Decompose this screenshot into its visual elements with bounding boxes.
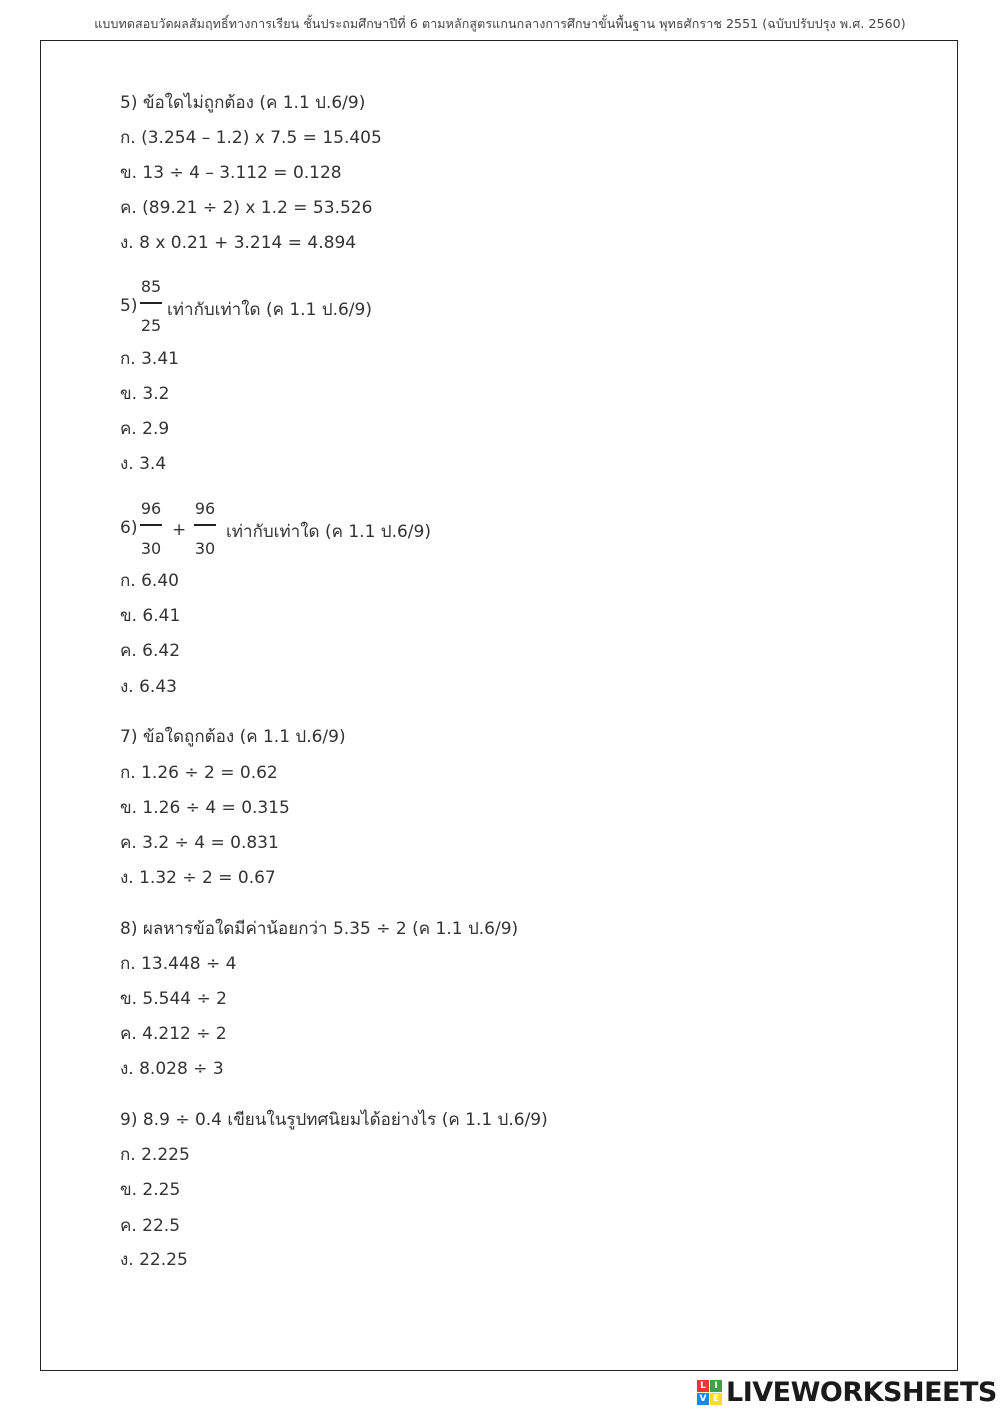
logo-letter-v: V — [697, 1393, 709, 1405]
question-7-text: 7) ข้อใดถูกต้อง (ค 1.1 ป.6/9) — [120, 727, 346, 747]
fraction-2-denominator: 30 — [194, 539, 216, 558]
choice-b: ข. 6.41 — [120, 606, 181, 626]
choice-d: ง. 8 x 0.21 + 3.214 = 4.894 — [120, 233, 357, 253]
fraction-2-numerator: 96 — [194, 499, 216, 518]
question-8-text: 8) ผลหารข้อใดมีค่าน้อยกว่า 5.35 ÷ 2 (ค 1.1 ป.6/9) — [120, 919, 519, 939]
choice-d: ง. 6.43 — [120, 677, 177, 697]
fraction-denominator: 25 — [140, 316, 162, 335]
choice-a: ก. 1.26 ÷ 2 = 0.62 — [120, 763, 278, 783]
liveworksheets-logo[interactable] — [697, 1377, 997, 1407]
choice-a: ก. 3.41 — [120, 349, 179, 369]
fraction-numerator: 85 — [140, 277, 162, 296]
logo-letter-i: I — [710, 1380, 722, 1392]
choice-d: ง. 1.32 ÷ 2 = 0.67 — [120, 868, 276, 888]
choice-a: ก. 2.225 — [120, 1145, 190, 1165]
logo-letter-l: L — [697, 1380, 709, 1392]
fraction-2-bar — [194, 524, 216, 526]
choice-c: ค. 22.5 — [120, 1216, 181, 1236]
liveworksheets-icon — [697, 1380, 722, 1405]
question-5-text: 5) ข้อใดไม่ถูกต้อง (ค 1.1 ป.6/9) — [120, 93, 366, 113]
fraction-1-denominator: 30 — [140, 539, 162, 558]
choice-c: ค. 4.212 ÷ 2 — [120, 1024, 227, 1044]
choice-c: ค. 3.2 ÷ 4 = 0.831 — [120, 833, 279, 853]
choice-b: ข. 13 ÷ 4 – 3.112 = 0.128 — [120, 163, 342, 183]
choice-b: ข. 3.2 — [120, 384, 170, 404]
fraction-bar — [140, 302, 162, 304]
logo-letter-e: E — [710, 1393, 722, 1405]
question-5b-text: เท่ากับเท่าใด (ค 1.1 ป.6/9) — [167, 300, 372, 320]
choice-b: ข. 2.25 — [120, 1180, 181, 1200]
question-6-number: 6) — [120, 518, 138, 538]
choice-a: ก. (3.254 – 1.2) x 7.5 = 15.405 — [120, 128, 382, 148]
choice-c: ค. 2.9 — [120, 419, 170, 439]
question-6-text: เท่ากับเท่าใด (ค 1.1 ป.6/9) — [226, 522, 431, 542]
fraction-1-bar — [140, 524, 162, 526]
choice-a: ก. 13.448 ÷ 4 — [120, 954, 237, 974]
plus-sign: + — [172, 520, 187, 540]
choice-c: ค. (89.21 ÷ 2) x 1.2 = 53.526 — [120, 198, 373, 218]
choice-d: ง. 8.028 ÷ 3 — [120, 1059, 224, 1079]
choice-b: ข. 5.544 ÷ 2 — [120, 989, 227, 1009]
choice-d: ง. 22.25 — [120, 1250, 188, 1270]
choice-c: ค. 6.42 — [120, 641, 181, 661]
logo-text: LIVEWORKSHEETS — [726, 1376, 997, 1408]
question-9-text: 9) 8.9 ÷ 0.4 เขียนในรูปทศนิยมได้อย่างไร (ค 1.1 ป.6/9) — [120, 1110, 548, 1130]
question-5b-number: 5) — [120, 296, 138, 316]
choice-a: ก. 6.40 — [120, 571, 179, 591]
page-header: แบบทดสอบวัดผลสัมฤทธิ์ทางการเรียน ชั้นประถมศึกษาปีที่ 6 ตามหลักสูตรแกนกลางการศึกษาขั้นพื้นฐาน พุทธศักราช 2551 (ฉบับปรับปรุง พ.ศ. 2560) — [94, 16, 906, 31]
fraction-1-numerator: 96 — [140, 499, 162, 518]
choice-b: ข. 1.26 ÷ 4 = 0.315 — [120, 798, 290, 818]
choice-d: ง. 3.4 — [120, 454, 167, 474]
